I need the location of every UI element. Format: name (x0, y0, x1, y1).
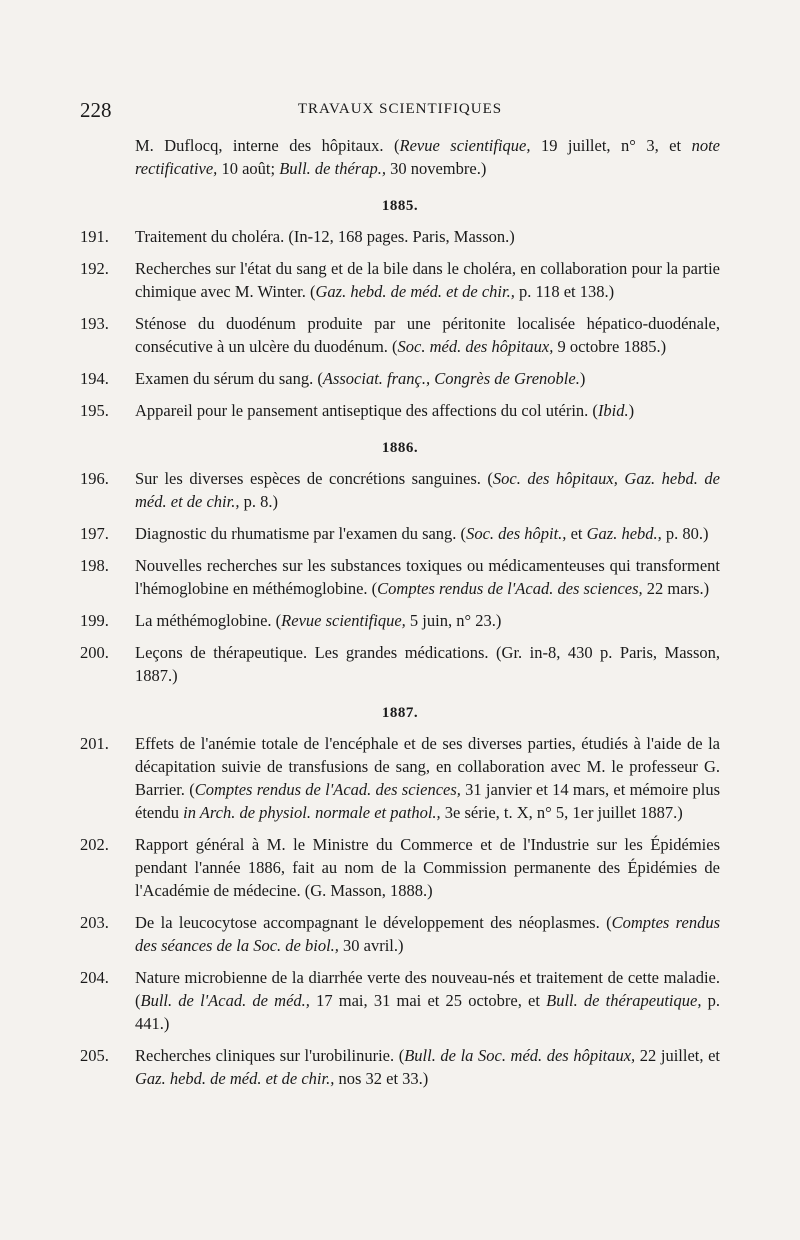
publication-entry: 197. Diagnostic du rhumatisme par l'examen du sang. (Soc. des hôpit., et Gaz. hebd., p. 80.) (80, 524, 709, 543)
entry-number: 192. (80, 259, 109, 278)
entry-number: 198. (80, 556, 109, 575)
publication-entry: 203. De la leucocytose accompagnant le développement des néoplasmes. (Comptes rendus des séances de la Soc. de biol., 30 avril.) (80, 913, 720, 955)
entry-number: 201. (80, 734, 109, 753)
publication-entry: 205. Recherches cliniques sur l'urobilinurie. (Bull. de la Soc. méd. des hôpitaux, 22 juillet, et Gaz. hebd. de méd. et de chir., nos 32 et 33.) (80, 1046, 720, 1088)
entry-number: 200. (80, 643, 109, 662)
entry-number: 197. (80, 524, 109, 543)
publication-entry: 194. Examen du sérum du sang. (Associat. franç., Congrès de Grenoble.) (80, 369, 586, 388)
entry-number: 195. (80, 401, 109, 420)
entry-number: 204. (80, 968, 109, 987)
page-number: 228 (80, 98, 112, 122)
entry-number: 194. (80, 369, 109, 388)
publication-list (80, 134, 720, 1099)
publication-entry: 200. Leçons de thérapeutique. Les grandes médications. (Gr. in-8, 430 p. Paris, Masson, 1887.) (80, 643, 720, 685)
entry-number: 199. (80, 611, 109, 630)
entry-number: 205. (80, 1046, 109, 1065)
publication-entry: 192. Recherches sur l'état du sang et de la bile dans le choléra, en collaboration pour la partie chimique avec M. Winter. (Gaz. hebd. de méd. et de chir., p. 118 et 138.) (80, 259, 720, 301)
publication-entry: 198. Nouvelles recherches sur les substances toxiques ou médicamenteuses qui transforment l'hémoglobine en méthémoglobine. (Comptes rendus de l'Acad. des sciences, 22 mars.) (80, 556, 720, 598)
year-heading: 1886. (381, 440, 419, 456)
entry-number: 196. (80, 469, 109, 488)
page-header (80, 98, 720, 122)
year-heading: 1885. (381, 198, 419, 214)
entry-number: 191. (80, 227, 109, 246)
year-heading: 1887. (381, 705, 419, 721)
entry-number: 193. (80, 314, 109, 333)
publication-entry: 191. Traitement du choléra. (In-12, 168 pages. Paris, Masson.) (80, 227, 515, 246)
publication-entry: 193. Sténose du duodénum produite par une péritonite localisée hépatico-duodénale, consécutive à un ulcère du duodénum. (Soc. méd. des hôpitaux, 9 octobre 1885.) (80, 314, 720, 356)
continued-entry: M. Duflocq, interne des hôpitaux. (Revue scientifique, 19 juillet, n° 3, et note rectificative, 10 août; Bull. de thérap., 30 novembre.) (135, 136, 720, 178)
entry-number: 203. (80, 913, 109, 932)
publication-entry: 199. La méthémoglobine. (Revue scientifique, 5 juin, n° 23.) (80, 611, 502, 630)
publication-entry: 195. Appareil pour le pansement antiseptique des affections du col utérin. (Ibid.) (80, 401, 635, 420)
publication-entry: 202. Rapport général à M. le Ministre du Commerce et de l'Industrie sur les Épidémies pendant l'année 1886, fait au nom de la Commission permanente des Épidémies de l'Académie de médecine. (G. Masson, 1888.) (80, 835, 720, 900)
publication-entry: 201. Effets de l'anémie totale de l'encéphale et de ses diverses parties, étudiés à l'aide de la décapitation suivie de transfusions de sang, en collaboration avec M. le professeur G. Barrier. (Comptes rendus de l'Acad. des sciences, 31 janvier et 14 mars, et mémoire plus étendu in Arch. de physiol. normale et pathol., 3e série, t. X, n° 5, 1er juillet 1887.) (80, 734, 720, 822)
publication-entry: 196. Sur les diverses espèces de concrétions sanguines. (Soc. des hôpitaux, Gaz. hebd. de méd. et de chir., p. 8.) (80, 469, 720, 511)
running-title: TRAVAUX SCIENTIFIQUES (297, 101, 503, 117)
entry-number: 202. (80, 835, 109, 854)
publication-entry: 204. Nature microbienne de la diarrhée verte des nouveau-nés et traitement de cette maladie. (Bull. de l'Acad. de méd., 17 mai, 31 mai et 25 octobre, et Bull. de thérapeutique, p. 441.) (80, 968, 721, 1033)
